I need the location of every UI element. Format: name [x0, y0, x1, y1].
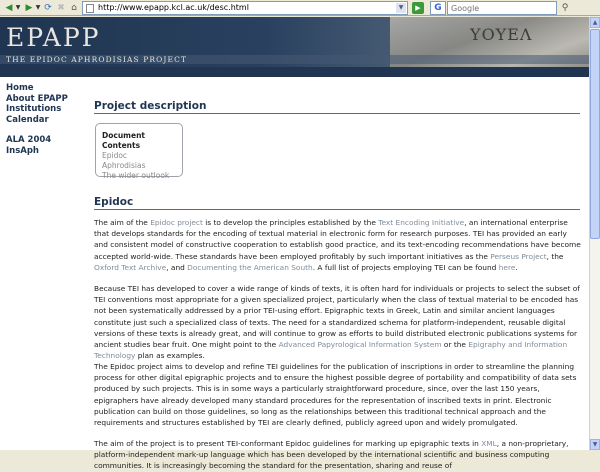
reload-icon[interactable]: ⟳: [44, 3, 52, 13]
address-dropdown-icon[interactable]: ▼: [396, 3, 406, 13]
scroll-down-icon[interactable]: ▼: [590, 439, 600, 450]
page-title: Project description: [94, 100, 207, 112]
text: or the: [441, 340, 469, 350]
text: , a non-proprietary, platform-independent mark-up language which has been developed by the international scientific and business computing communities. It is increasingly becoming the standard for the presentation, sharing and reuse of: [94, 439, 569, 471]
text: The aim of the: [94, 218, 151, 227]
back-icon[interactable]: ◀: [5, 3, 13, 13]
text: The aim of the project is to present TEI-conformant Epidoc guidelines for marking up epigraphic texts in: [94, 439, 482, 448]
search-input[interactable]: [447, 1, 557, 15]
contents-link-aphrodisias[interactable]: Aphrodisias: [102, 161, 146, 170]
sidebar-item-ala-2004[interactable]: ALA 2004: [6, 135, 52, 145]
sidebar-item-insaph[interactable]: InsAph: [6, 145, 39, 156]
scroll-thumb[interactable]: [590, 29, 600, 239]
paragraph: [94, 438, 582, 472]
site-logo: EPAPP: [6, 23, 101, 52]
sidebar-item-home[interactable]: Home: [6, 83, 34, 93]
text: , the: [546, 251, 564, 261]
search-icon[interactable]: ⚲: [561, 3, 569, 13]
paragraph: [94, 283, 582, 361]
sidebar-nav: [6, 83, 86, 156]
sidebar-item-about[interactable]: About EPAPP: [6, 93, 68, 104]
sidebar-item-institutions[interactable]: Institutions: [6, 104, 62, 114]
document-contents-box: [95, 123, 183, 180]
text: is to develop the principles established by the: [202, 218, 379, 227]
text: .: [515, 262, 518, 272]
contents-link-wider-outlook[interactable]: The wider outlook: [102, 171, 170, 180]
link-apis[interactable]: Advanced Papyrological Information System: [278, 340, 442, 350]
search-engine-button[interactable]: G: [430, 1, 446, 15]
forward-dropdown-icon[interactable]: ▼: [35, 4, 41, 11]
banner-band: [0, 67, 589, 77]
site-banner: [0, 17, 589, 77]
link-tei[interactable]: Text Encoding Initiative: [378, 218, 465, 227]
section-title: Epidoc: [94, 196, 134, 208]
contents-heading: Document Contents: [102, 131, 145, 150]
paragraph: [94, 217, 582, 273]
page-icon: [86, 4, 94, 13]
link-epigraphy-it[interactable]: Epigraphy and Information Technology: [94, 340, 568, 361]
vertical-scrollbar[interactable]: [589, 17, 600, 450]
go-icon[interactable]: ▶: [412, 2, 424, 14]
link-oxford-text-archive[interactable]: Oxford Text Archive: [94, 262, 167, 272]
link-here[interactable]: here: [498, 262, 516, 272]
link-perseus[interactable]: Perseus Project: [490, 251, 547, 261]
text: plan as examples.: [135, 351, 205, 361]
home-icon[interactable]: ⌂: [71, 3, 77, 13]
link-documenting-american-south[interactable]: Documenting the American South: [187, 262, 313, 272]
section-divider: [94, 209, 580, 210]
sidebar-gap: [6, 125, 86, 135]
scroll-up-icon[interactable]: ▲: [590, 17, 600, 28]
forward-icon[interactable]: ▶: [25, 3, 33, 13]
back-dropdown-icon[interactable]: ▼: [15, 4, 21, 11]
link-xml[interactable]: XML: [481, 439, 497, 448]
paragraph: The Epidoc project aims to develop and refine TEI guidelines for the publication of inscriptions in order to streamline the planning process for other digital epigraphic projects and to ensure the highest possible degree of portability and compatibility of data sets produced by such projects. This is in some ways a particularly straightforward procedure, since, over the last 150 years, epigraphers have already developed many standard procedures for the representation of inscribed texts in print. Electronic publication can build on those guidelines, so long as the relationships between this traditional technical approach and the requirements and structures established by TEI are clearly defined, publicly agreed upon and widely promulgated.: [94, 362, 577, 428]
text: . A full list of projects employing TEI can be found: [312, 262, 499, 272]
title-divider: [94, 113, 580, 114]
browser-toolbar: [0, 0, 600, 16]
inscription-text: ΥΟΥΕΛ: [470, 25, 533, 44]
sidebar-item-calendar[interactable]: Calendar: [6, 114, 49, 125]
contents-link-epidoc[interactable]: Epidoc: [102, 151, 128, 160]
link-epidoc-project[interactable]: Epidoc project: [150, 218, 203, 227]
text: Because TEI has developed to cover a wide range of kinds of texts, it is often hard for individuals or projects to select the subset of TEI conventions most appropriate for a given specialized project, particularly when the class of textual material to be encoded has not been systematically addressed by a prior TEI-using effort. Epigraphic texts in Greek, Latin and similar ancient languages constitute just such a specialized class of texts. The need for a standardized schema for platform-independent, reusable digital versions of these texts is already great, and will continue to grow as efforts to build distributed electronic publications systems for ancient studies bear fruit. One might point to the: [94, 284, 580, 350]
stop-icon[interactable]: ✖: [57, 3, 65, 13]
site-tagline: THE EPIDOC APHRODISIAS PROJECT: [6, 55, 188, 64]
text: , and: [166, 262, 188, 272]
address-bar[interactable]: [82, 1, 408, 15]
page-viewport: [0, 17, 589, 471]
text: , an international enterprise that develops standards for the encoding of textual material in electronic form for research purposes. TEI has provided an early and consistent model of constructive cooperation to establish good practice, and its text-encoding recommendations have become accepted world-wide. These standards have been employed profitably by such important initiatives as the: [94, 218, 581, 261]
address-text[interactable]: http://www.epapp.kcl.ac.uk/desc.html: [98, 3, 249, 12]
